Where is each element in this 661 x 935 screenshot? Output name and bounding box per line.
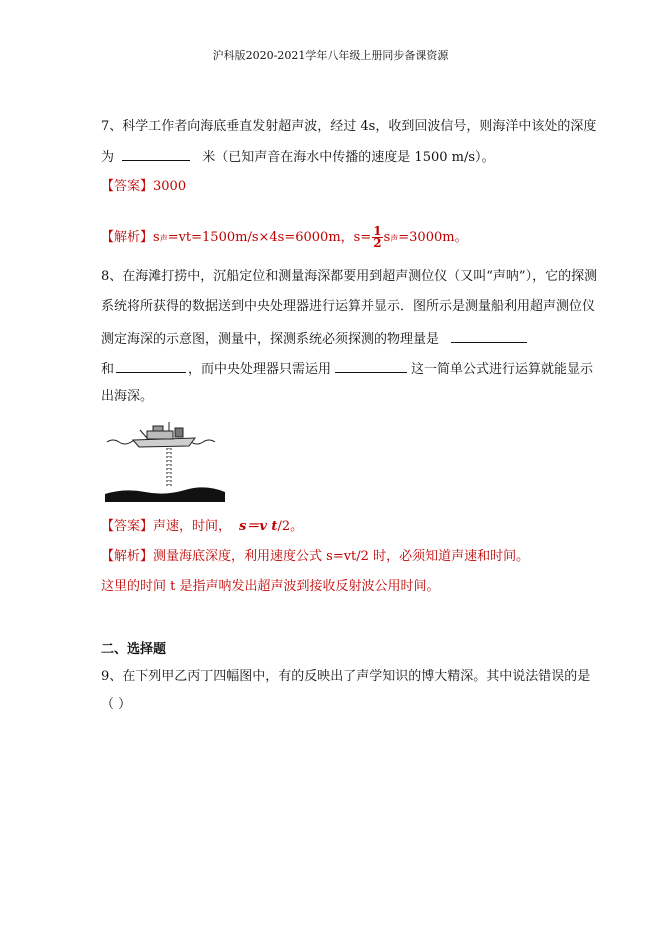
sea-floor — [105, 487, 225, 502]
q8-answer-formula-end: /2。 — [277, 519, 304, 534]
q7-line1: 7、科学工作者向海底垂直发射超声波，经过 4s，收到回波信号，则海洋中该处的深度 — [101, 119, 597, 134]
q8-answer-formula: s＝v t — [239, 519, 278, 534]
q8-analysis — [101, 548, 529, 566]
q7-answer-blank — [122, 146, 190, 161]
ship-crane — [175, 428, 183, 437]
fraction-denominator: 2 — [373, 236, 382, 250]
q7-line2-start: 为 — [101, 150, 115, 165]
q8-line5: 出海深。 — [101, 389, 154, 404]
q8-line3 — [101, 328, 527, 349]
q7-analysis — [101, 226, 468, 249]
q8-analysis-text: 测量海底深度，利用速度公式 s=vt/2 时，必须知道声速和时间。 — [153, 549, 530, 564]
q8-answer-tag: 【答案】 — [101, 519, 154, 534]
sonar-ship-figure — [105, 418, 225, 506]
fraction-numerator: 1 — [373, 224, 382, 238]
q8-blank-3 — [335, 358, 407, 373]
q7-line2-end: 米（已知声音在海水中传播的速度是 1500 m/s）。 — [202, 150, 495, 165]
q8-line4-b: ，而中央处理器只需运用 — [188, 362, 332, 377]
q8-analysis-tag: 【解析】 — [101, 549, 154, 564]
q7-analysis-eq: =vt=1500m/s×4s=6000m， — [167, 230, 354, 245]
q8-analysis-line2: 这里的时间 t 是指声呐发出超声波到接收反射波公用时间。 — [101, 579, 440, 594]
q7-analysis-end: =3000m。 — [398, 230, 468, 245]
q8-answer — [101, 518, 303, 536]
q7-fraction — [372, 226, 382, 249]
ship-cabin — [147, 431, 173, 439]
q7-analysis-s2: s= — [353, 230, 372, 245]
q7-line2 — [101, 146, 495, 167]
q7-analysis-s3: s — [383, 230, 391, 245]
q8-line1: 8、在海滩打捞中，沉船定位和测量海深都要用到超声测位仪（又叫“声呐”），它的探测 — [101, 269, 598, 284]
ship-bridge — [153, 426, 163, 431]
q7-answer-value: 3000 — [153, 179, 187, 194]
q7-answer — [101, 178, 186, 196]
q8-blank-1 — [451, 328, 527, 343]
q7-analysis-sub1: 声 — [159, 234, 168, 243]
q7-analysis-s: s — [153, 230, 160, 245]
q8-line2: 系统将所获得的数据送到中央处理器进行运算并显示．图所示是测量船利用超声测位仪 — [101, 299, 596, 314]
q9-line1: 9、在下列甲乙丙丁四幅图中，有的反映出了声学知识的博大精深。其中说法错误的是 — [101, 669, 591, 684]
q7-analysis-sub2: 声 — [390, 234, 399, 243]
q8-line4 — [101, 358, 593, 379]
q8-line4-c: 这一简单公式进行运算就能显示 — [411, 362, 594, 377]
q8-line4-a: 和 — [101, 362, 115, 377]
page-header: 沪科版2020-2021学年八年级上册同步备课资源 — [212, 49, 449, 62]
q9-line2: （ ） — [101, 697, 132, 712]
q7-analysis-tag: 【解析】 — [101, 230, 154, 245]
q8-line3-text: 测定海深的示意图，测量中，探测系统必须探测的物理量是 — [101, 332, 440, 347]
q8-answer-text: 声速，时间， — [153, 519, 232, 534]
q8-blank-2 — [116, 358, 186, 373]
q7-answer-tag: 【答案】 — [101, 179, 154, 194]
section-title: 二、选择题 — [101, 642, 167, 657]
